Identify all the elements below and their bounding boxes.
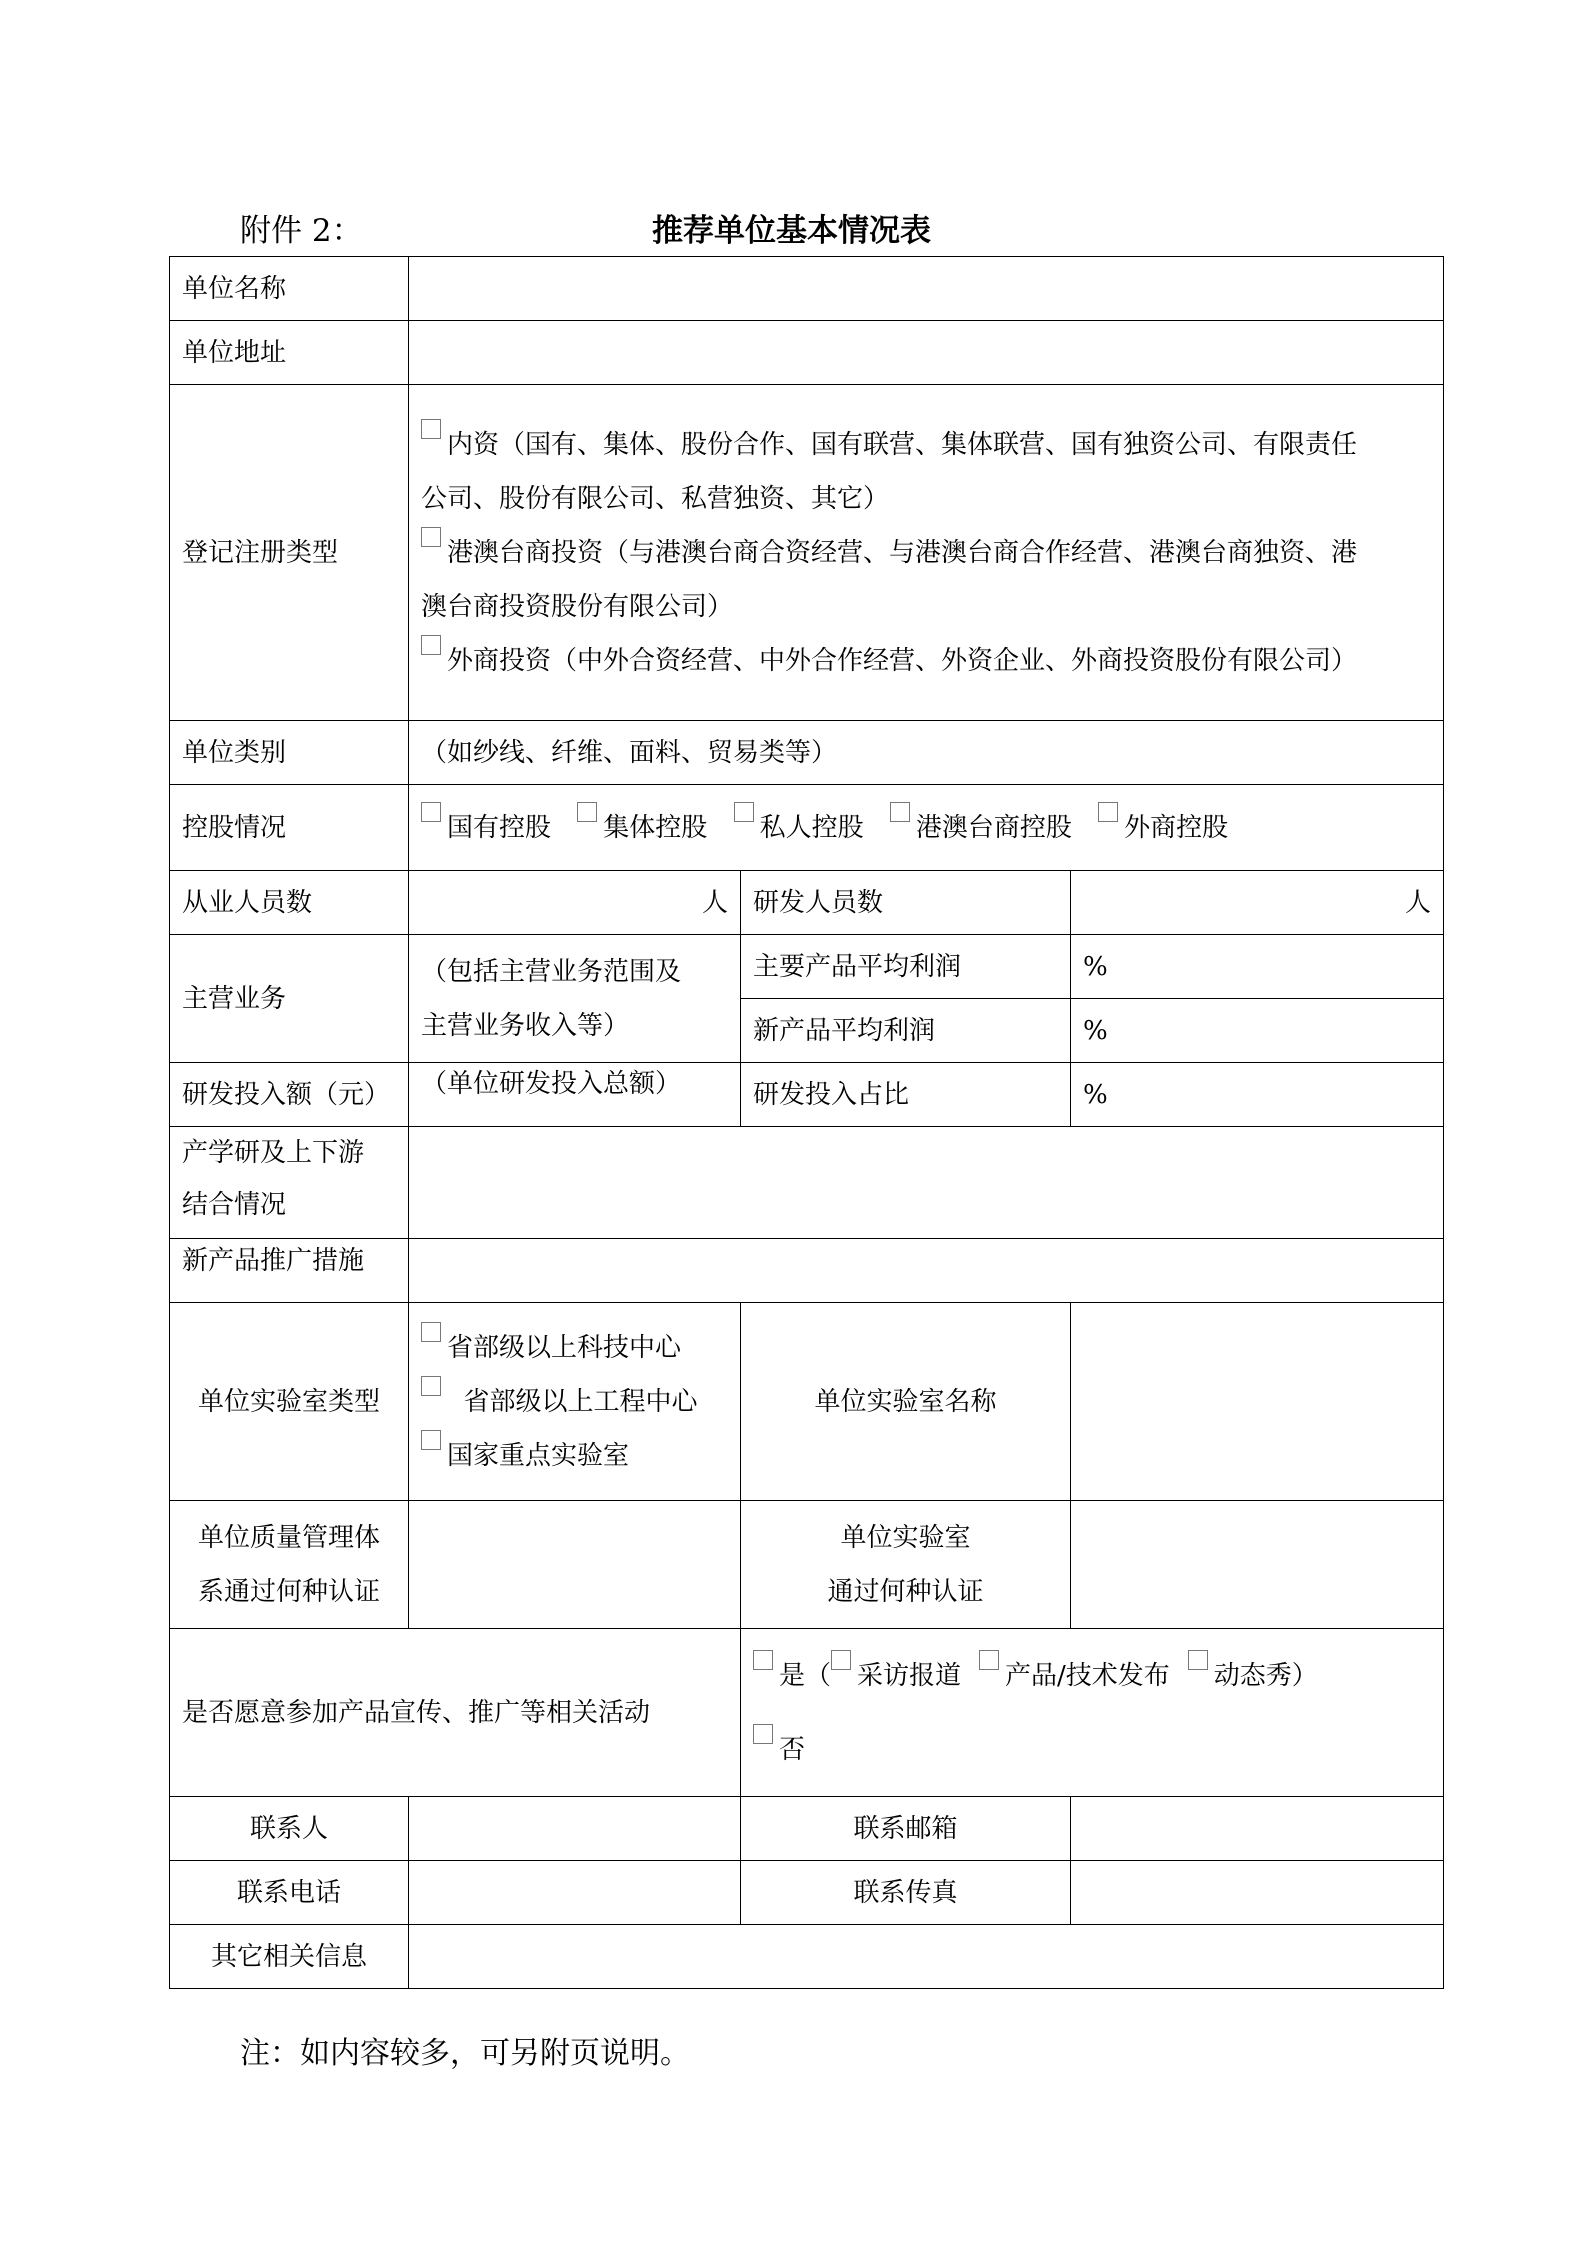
lab-type-label: 单位实验室类型: [170, 1303, 409, 1501]
option-foreign: 外商投资（中外合资经营、中外合作经营、外资企业、外商投资股份有限公司）: [447, 645, 1358, 676]
row-rd-investment: [170, 1063, 1444, 1127]
option-sci-tech-center: 省部级以上科技中心: [447, 1332, 682, 1363]
checkbox-hmt-holding[interactable]: [890, 802, 910, 822]
attachment-label: 附件 2：: [240, 213, 363, 249]
info-form-table: [169, 256, 1444, 1989]
rd-staff-count-field[interactable]: 人: [1071, 871, 1444, 935]
unit-category-hint[interactable]: （如纱线、纤维、面料、贸易类等）: [409, 721, 1444, 785]
contact-person-field[interactable]: [409, 1797, 741, 1861]
rd-ratio-field[interactable]: %: [1071, 1063, 1444, 1127]
staff-count-field[interactable]: 人: [409, 871, 741, 935]
option-domestic-line2: 公司、股份有限公司、私营独资、其它）: [421, 483, 890, 514]
promotion-field[interactable]: [409, 1239, 1444, 1303]
rd-investment-label: 研发投入额（元）: [170, 1063, 409, 1127]
cooperation-label: [170, 1127, 409, 1239]
cooperation-field[interactable]: [409, 1127, 1444, 1239]
checkbox-foreign[interactable]: [421, 635, 441, 655]
row-main-business: [170, 935, 1444, 999]
activity-label: 是否愿意参加产品宣传、推广等相关活动: [170, 1629, 741, 1797]
row-unit-address: [170, 321, 1444, 385]
lab-cert-label-line1: 单位实验室: [840, 1522, 971, 1553]
unit-name-label: 单位名称: [170, 257, 409, 321]
holding-options: [409, 785, 1444, 871]
lab-cert-field[interactable]: [1071, 1501, 1444, 1629]
row-staff: [170, 871, 1444, 935]
row-other-info: [170, 1925, 1444, 1989]
checkbox-activity-no[interactable]: [753, 1724, 773, 1744]
main-business-label: 主营业务: [170, 935, 409, 1063]
other-info-field[interactable]: [409, 1925, 1444, 1989]
option-foreign-holding: 外商控股: [1124, 812, 1229, 843]
checkbox-state-holding[interactable]: [421, 802, 441, 822]
contact-fax-label: 联系传真: [741, 1861, 1071, 1925]
checkbox-activity-yes[interactable]: [753, 1650, 773, 1670]
checkbox-product-launch[interactable]: [979, 1650, 999, 1670]
contact-email-label: 联系邮箱: [741, 1797, 1071, 1861]
row-cooperation: [170, 1127, 1444, 1239]
new-product-profit-label: 新产品平均利润: [741, 999, 1071, 1063]
lab-name-field[interactable]: [1071, 1303, 1444, 1501]
rd-ratio-label: 研发投入占比: [741, 1063, 1071, 1127]
option-collective-holding: 集体控股: [603, 812, 708, 843]
row-contact-person: [170, 1797, 1444, 1861]
new-product-profit-field[interactable]: %: [1071, 999, 1444, 1063]
other-info-label: 其它相关信息: [170, 1925, 409, 1989]
row-holding: [170, 785, 1444, 871]
holding-label: 控股情况: [170, 785, 409, 871]
contact-phone-label: 联系电话: [170, 1861, 409, 1925]
contact-phone-field[interactable]: [409, 1861, 741, 1925]
main-business-field[interactable]: [409, 935, 741, 1063]
rd-investment-field[interactable]: （单位研发投入总额）: [409, 1063, 741, 1127]
quality-cert-label: [170, 1501, 409, 1629]
staff-label: 从业人员数: [170, 871, 409, 935]
checkbox-national-key-lab[interactable]: [421, 1430, 441, 1450]
avg-profit-field[interactable]: %: [1071, 935, 1444, 999]
checkbox-sci-tech-center[interactable]: [421, 1322, 441, 1342]
option-hmt-line2: 澳台商投资股份有限公司）: [421, 591, 734, 622]
row-contact-phone: [170, 1861, 1444, 1925]
lab-name-label: 单位实验室名称: [741, 1303, 1071, 1501]
option-dynamic-show: 动态秀）: [1213, 1660, 1318, 1691]
checkbox-engineering-center[interactable]: [421, 1376, 441, 1396]
checkbox-private-holding[interactable]: [734, 802, 754, 822]
unit-category-label: 单位类别: [170, 721, 409, 785]
main-business-hint-line2: 主营业务收入等）: [421, 1010, 630, 1041]
page-title: 推荐单位基本情况表: [652, 213, 931, 249]
unit-name-field[interactable]: [409, 257, 1444, 321]
option-hmt-holding: 港澳台商控股: [915, 812, 1072, 843]
activity-options: [741, 1629, 1444, 1797]
cooperation-label-line1: 产学研及上下游: [182, 1138, 365, 1168]
registration-type-options: [409, 385, 1444, 721]
lab-cert-label: [741, 1501, 1071, 1629]
option-private-holding: 私人控股: [759, 812, 864, 843]
lab-cert-label-line2: 通过何种认证: [827, 1576, 984, 1607]
option-domestic-line1: 内资（国有、集体、股份合作、国有联营、集体联营、国有独资公司、有限责任: [447, 429, 1358, 460]
unit-address-field[interactable]: [409, 321, 1444, 385]
promotion-label: 新产品推广措施: [170, 1239, 409, 1303]
option-activity-yes: 是（: [779, 1660, 832, 1691]
checkbox-hk-macao-taiwan[interactable]: [421, 527, 441, 547]
lab-type-options: [409, 1303, 741, 1501]
option-engineering-center: 省部级以上工程中心: [463, 1386, 698, 1417]
checkbox-domestic[interactable]: [421, 419, 441, 439]
checkbox-interview[interactable]: [831, 1650, 851, 1670]
avg-profit-label: 主要产品平均利润: [741, 935, 1071, 999]
quality-cert-label-line2: 系通过何种认证: [197, 1576, 380, 1607]
contact-person-label: 联系人: [170, 1797, 409, 1861]
row-unit-name: [170, 257, 1444, 321]
checkbox-dynamic-show[interactable]: [1188, 1650, 1208, 1670]
quality-cert-label-line1: 单位质量管理体: [197, 1522, 380, 1553]
row-activity: [170, 1629, 1444, 1797]
option-interview: 采访报道: [857, 1660, 962, 1691]
quality-cert-field[interactable]: [409, 1501, 741, 1629]
row-unit-category: [170, 721, 1444, 785]
option-national-key-lab: 国家重点实验室: [447, 1440, 630, 1471]
row-quality-cert: [170, 1501, 1444, 1629]
contact-fax-field[interactable]: [1071, 1861, 1444, 1925]
option-activity-no: 否: [779, 1734, 806, 1765]
footnote: 注：如内容较多，可另附页说明。: [240, 2036, 690, 2071]
contact-email-field[interactable]: [1071, 1797, 1444, 1861]
main-business-hint-line1: （包括主营业务范围及: [421, 956, 682, 987]
rd-staff-label: 研发人员数: [741, 871, 1071, 935]
row-promotion: [170, 1239, 1444, 1303]
cooperation-label-line2: 结合情况: [182, 1190, 287, 1220]
checkbox-collective-holding[interactable]: [577, 802, 597, 822]
unit-address-label: 单位地址: [170, 321, 409, 385]
row-registration-type: [170, 385, 1444, 721]
option-product-launch: 产品/技术发布: [1005, 1660, 1170, 1691]
option-hmt-line1: 港澳台商投资（与港澳台商合资经营、与港澳台商合作经营、港澳台商独资、港: [447, 537, 1358, 568]
option-state-holding: 国有控股: [447, 812, 552, 843]
registration-type-label: 登记注册类型: [170, 385, 409, 721]
checkbox-foreign-holding[interactable]: [1098, 802, 1118, 822]
row-lab-type: [170, 1303, 1444, 1501]
